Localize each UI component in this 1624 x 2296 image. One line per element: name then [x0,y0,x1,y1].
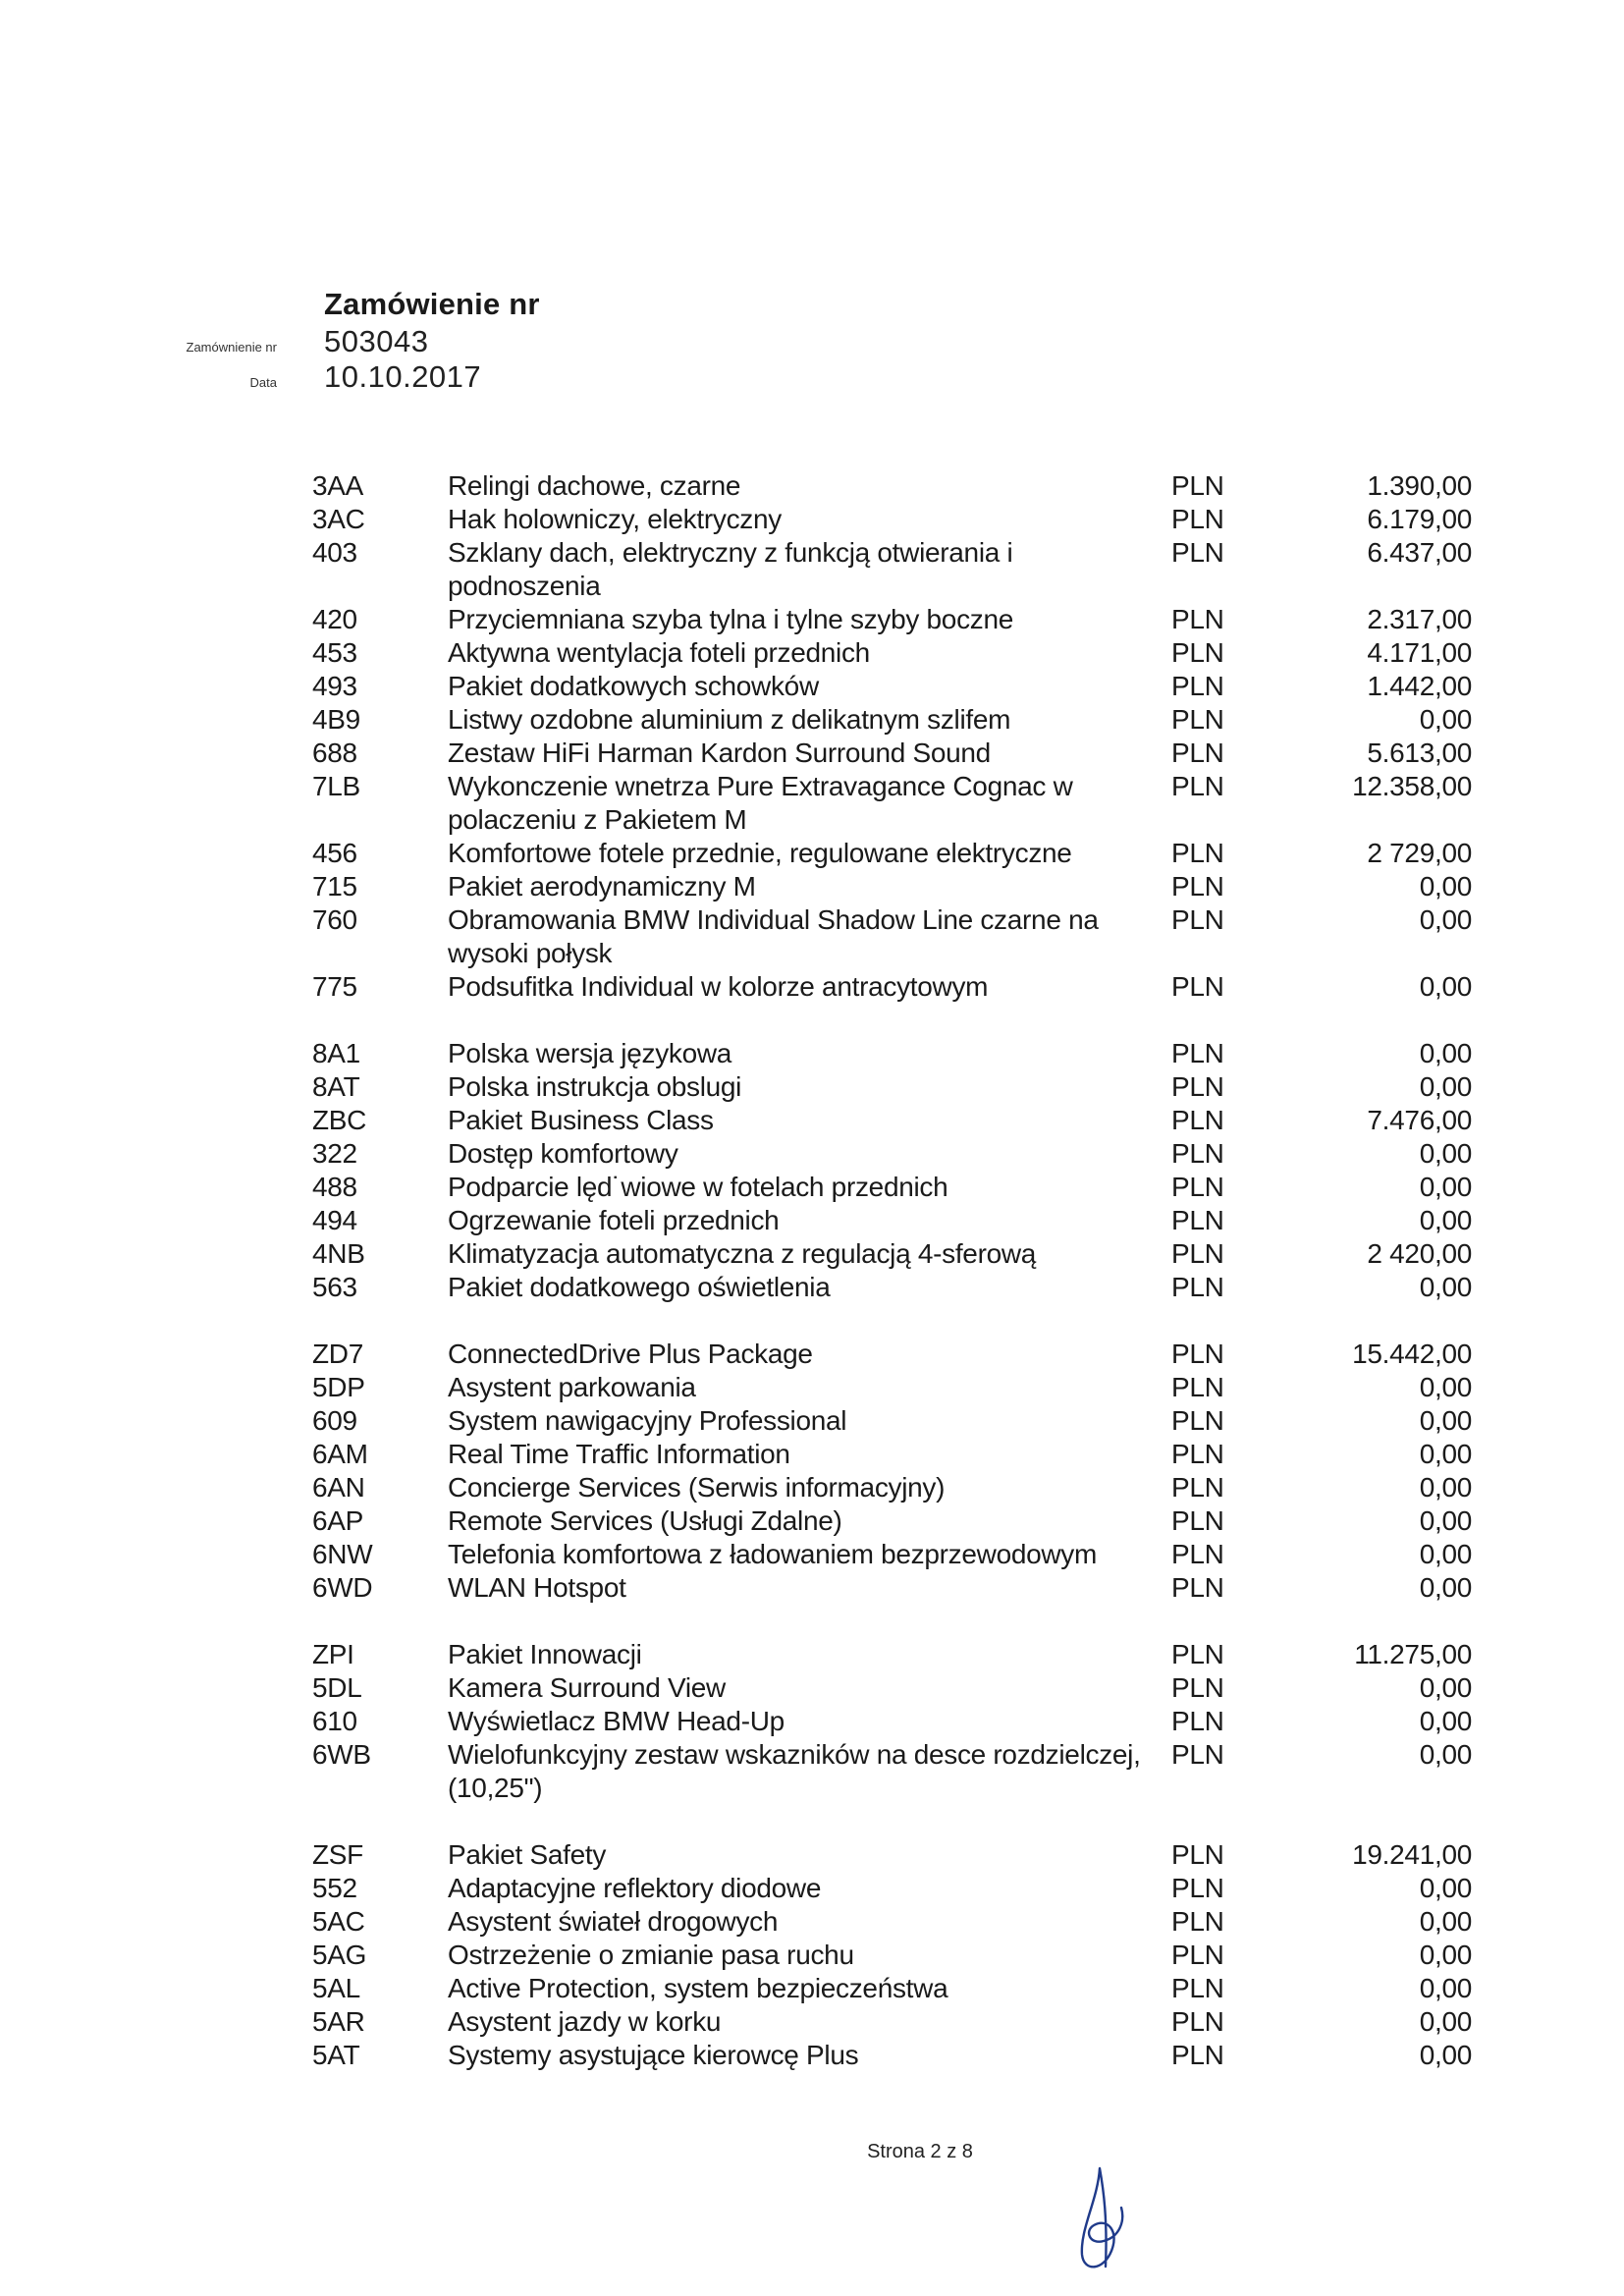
order-date-value: 10.10.2017 [324,359,482,394]
option-description: Kamera Surround View [448,1672,726,1703]
option-currency: PLN [1171,604,1224,634]
option-row [0,837,1624,870]
option-price: 0,00 [1419,1038,1472,1068]
option-price: 0,00 [1419,1706,1472,1736]
option-description: System nawigacyjny Professional [448,1405,847,1436]
option-code: 688 [312,738,357,768]
option-description: Komfortowe fotele przednie, regulowane elektryczne [448,838,1072,868]
option-group [0,1338,1624,1605]
option-description: Ogrzewanie foteli przednich [448,1205,780,1235]
option-code: 552 [312,1873,357,1903]
option-description: Active Protection, system bezpieczeństwa [448,1973,948,2003]
option-description: Pakiet Safety [448,1839,607,1870]
option-code: ZD7 [312,1339,363,1369]
option-row [0,670,1624,703]
option-row [0,1905,1624,1939]
option-currency: PLN [1171,1706,1224,1736]
option-row [0,1438,1624,1471]
option-currency: PLN [1171,1572,1224,1603]
option-price: 0,00 [1419,871,1472,902]
option-code: 5AT [312,2040,360,2070]
order-number-label: Zamównienie nr [186,340,277,355]
option-row [0,1738,1624,1805]
option-price: 2 729,00 [1367,838,1472,868]
option-currency: PLN [1171,1071,1224,1102]
option-price: 5.613,00 [1367,738,1472,768]
option-code: 7LB [312,771,360,801]
order-number-value: 503043 [324,324,429,358]
option-currency: PLN [1171,1973,1224,2003]
option-currency: PLN [1171,671,1224,701]
option-description: Asystent jazdy w korku [448,2006,722,2037]
option-row [0,1271,1624,1304]
option-price: 0,00 [1419,1672,1472,1703]
option-price: 0,00 [1419,1906,1472,1937]
option-row [0,1404,1624,1438]
option-description: Obramowania BMW Individual Shadow Line czarne na wysoki połysk [448,904,1099,968]
option-code: 6WB [312,1739,371,1770]
option-price: 2 420,00 [1367,1238,1472,1269]
option-currency: PLN [1171,504,1224,534]
option-code: 6AP [312,1505,364,1536]
option-code: 494 [312,1205,357,1235]
option-currency: PLN [1171,537,1224,568]
option-code: 6NW [312,1539,373,1569]
option-group [0,1037,1624,1304]
option-code: 403 [312,537,357,568]
option-price: 0,00 [1419,1405,1472,1436]
page-number: Strona 2 z 8 [867,2141,973,2162]
option-code: 6WD [312,1572,373,1603]
option-price: 0,00 [1419,904,1472,935]
option-currency: PLN [1171,1906,1224,1937]
option-code: ZPI [312,1639,354,1669]
option-description: Adaptacyjne reflektory diodowe [448,1873,822,1903]
option-currency: PLN [1171,704,1224,735]
option-row [0,1838,1624,1872]
option-row [0,1104,1624,1137]
option-code: 610 [312,1706,357,1736]
option-price: 11.275,00 [1354,1639,1472,1669]
option-description: Szklany dach, elektryczny z funkcją otwierania i podnoszenia [448,537,1013,601]
option-price: 0,00 [1419,2040,1472,2070]
option-code: 4B9 [312,704,360,735]
option-description: Telefonia komfortowa z ładowaniem bezprzewodowym [448,1539,1098,1569]
page-footer [0,2141,1624,2163]
option-price: 0,00 [1419,1472,1472,1503]
option-price: 7.476,00 [1367,1105,1472,1135]
option-description: Klimatyzacja automatyczna z regulacją 4-sferową [448,1238,1037,1269]
option-description: Listwy ozdobne aluminium z delikatnym szlifem [448,704,1011,735]
option-code: ZSF [312,1839,363,1870]
option-currency: PLN [1171,904,1224,935]
option-row [0,2039,1624,2072]
option-row [0,636,1624,670]
option-currency: PLN [1171,1439,1224,1469]
option-price: 0,00 [1419,1138,1472,1169]
option-description: Systemy asystujące kierowcę Plus [448,2040,859,2070]
option-code: 5AG [312,1940,367,1970]
option-price: 0,00 [1419,1873,1472,1903]
option-price: 6.437,00 [1367,537,1472,568]
option-row [0,703,1624,737]
option-currency: PLN [1171,871,1224,902]
option-description: Pakiet dodatkowego oświetlenia [448,1272,831,1302]
option-description: Polska instrukcja obslugi [448,1071,742,1102]
option-price: 19.241,00 [1352,1839,1472,1870]
option-price: 0,00 [1419,704,1472,735]
option-currency: PLN [1171,1539,1224,1569]
option-row [0,1972,1624,2005]
option-currency: PLN [1171,971,1224,1002]
option-price: 15.442,00 [1352,1339,1472,1369]
option-row [0,1171,1624,1204]
option-currency: PLN [1171,1272,1224,1302]
option-description: Podsufitka Individual w kolorze antracytowym [448,971,989,1002]
option-currency: PLN [1171,1038,1224,1068]
option-description: Ostrzeżenie o zmianie pasa ruchu [448,1940,854,1970]
option-row [0,1705,1624,1738]
option-code: 3AA [312,470,364,501]
option-row [0,1204,1624,1237]
option-currency: PLN [1171,1873,1224,1903]
option-row [0,603,1624,636]
option-currency: PLN [1171,1472,1224,1503]
option-price: 0,00 [1419,971,1472,1002]
option-group [0,469,1624,1004]
option-row [0,1538,1624,1571]
order-number-row [0,326,589,359]
option-price: 0,00 [1419,1539,1472,1569]
option-code: 6AM [312,1439,368,1469]
option-description: Wykonczenie wnetrza Pure Extravagance Cognac w polaczeniu z Pakietem M [448,771,1073,835]
option-currency: PLN [1171,2006,1224,2037]
option-code: 775 [312,971,357,1002]
option-group [0,1638,1624,1805]
option-code: 453 [312,637,357,668]
option-group [0,1838,1624,2072]
option-code: 760 [312,904,357,935]
option-currency: PLN [1171,1238,1224,1269]
option-code: 322 [312,1138,357,1169]
option-currency: PLN [1171,2040,1224,2070]
option-currency: PLN [1171,1739,1224,1770]
option-price: 6.179,00 [1367,504,1472,534]
option-row [0,1671,1624,1705]
order-title: Zamówienie nr [324,287,540,321]
option-row [0,870,1624,903]
option-currency: PLN [1171,1138,1224,1169]
option-row [0,1137,1624,1171]
option-description: Podparcie lęd˙wiowe w fotelach przednich [448,1172,948,1202]
option-currency: PLN [1171,470,1224,501]
option-description: Aktywna wentylacja foteli przednich [448,637,870,668]
option-currency: PLN [1171,1205,1224,1235]
option-description: Zestaw HiFi Harman Kardon Surround Sound [448,738,991,768]
option-price: 0,00 [1419,1205,1472,1235]
option-description: Real Time Traffic Information [448,1439,790,1469]
option-row [0,1939,1624,1972]
option-currency: PLN [1171,771,1224,801]
option-currency: PLN [1171,838,1224,868]
option-row [0,1471,1624,1504]
option-currency: PLN [1171,1940,1224,1970]
option-description: ConnectedDrive Plus Package [448,1339,813,1369]
option-price: 1.442,00 [1367,671,1472,701]
option-price: 0,00 [1419,1439,1472,1469]
option-code: 8A1 [312,1038,360,1068]
option-currency: PLN [1171,1172,1224,1202]
option-price: 0,00 [1419,1071,1472,1102]
option-price: 0,00 [1419,1272,1472,1302]
option-description: Hak holowniczy, elektryczny [448,504,782,534]
option-row [0,903,1624,970]
option-row [0,1371,1624,1404]
option-description: Concierge Services (Serwis informacyjny) [448,1472,946,1503]
option-code: 456 [312,838,357,868]
option-row [0,2005,1624,2039]
option-row [0,1504,1624,1538]
option-code: 5AL [312,1973,360,2003]
order-date-row [0,361,589,395]
option-currency: PLN [1171,1339,1224,1369]
option-currency: PLN [1171,1839,1224,1870]
option-price: 4.171,00 [1367,637,1472,668]
option-row [0,536,1624,603]
option-description: Polska wersja językowa [448,1038,732,1068]
option-code: 8AT [312,1071,360,1102]
signature-mark [1060,2160,1149,2278]
option-row [0,1237,1624,1271]
option-price: 0,00 [1419,1172,1472,1202]
option-description: Przyciemniana szyba tylna i tylne szyby boczne [448,604,1014,634]
option-price: 12.358,00 [1352,771,1472,801]
option-row [0,737,1624,770]
option-code: 5AC [312,1906,365,1937]
option-description: WLAN Hotspot [448,1572,626,1603]
option-code: 493 [312,671,357,701]
option-price: 0,00 [1419,1940,1472,1970]
option-currency: PLN [1171,738,1224,768]
option-row [0,970,1624,1004]
option-description: Pakiet Business Class [448,1105,714,1135]
option-currency: PLN [1171,637,1224,668]
option-description: Pakiet Innowacji [448,1639,642,1669]
option-row [0,503,1624,536]
option-code: 6AN [312,1472,365,1503]
option-description: Remote Services (Usługi Zdalne) [448,1505,842,1536]
option-row [0,1571,1624,1605]
option-row [0,1070,1624,1104]
option-code: ZBC [312,1105,367,1135]
order-date-label: Data [249,375,277,390]
option-currency: PLN [1171,1405,1224,1436]
option-description: Asystent parkowania [448,1372,696,1402]
option-row [0,469,1624,503]
option-currency: PLN [1171,1505,1224,1536]
option-code: 3AC [312,504,365,534]
option-code: 488 [312,1172,357,1202]
option-description: Wyświetlacz BMW Head-Up [448,1706,785,1736]
option-price: 0,00 [1419,1372,1472,1402]
option-code: 420 [312,604,357,634]
option-description: Pakiet dodatkowych schowków [448,671,819,701]
options-list [0,469,1624,2072]
option-currency: PLN [1171,1639,1224,1669]
option-price: 0,00 [1419,1572,1472,1603]
option-code: 5AR [312,2006,365,2037]
option-row [0,1872,1624,1905]
option-price: 0,00 [1419,1973,1472,2003]
option-price: 0,00 [1419,2006,1472,2037]
option-price: 0,00 [1419,1739,1472,1770]
option-code: 4NB [312,1238,365,1269]
option-row [0,770,1624,837]
option-code: 5DP [312,1372,365,1402]
option-code: 609 [312,1405,357,1436]
option-description: Relingi dachowe, czarne [448,470,741,501]
option-row [0,1638,1624,1671]
option-code: 5DL [312,1672,362,1703]
option-code: 715 [312,871,357,902]
option-row [0,1037,1624,1070]
option-description: Wielofunkcyjny zestaw wskazników na desce rozdzielczej, (10,25") [448,1739,1141,1803]
option-description: Asystent świateł drogowych [448,1906,779,1937]
option-currency: PLN [1171,1105,1224,1135]
option-currency: PLN [1171,1372,1224,1402]
option-price: 0,00 [1419,1505,1472,1536]
option-price: 2.317,00 [1367,604,1472,634]
option-code: 563 [312,1272,357,1302]
option-description: Dostęp komfortowy [448,1138,678,1169]
option-description: Pakiet aerodynamiczny M [448,871,756,902]
option-price: 1.390,00 [1367,470,1472,501]
option-row [0,1338,1624,1371]
option-currency: PLN [1171,1672,1224,1703]
